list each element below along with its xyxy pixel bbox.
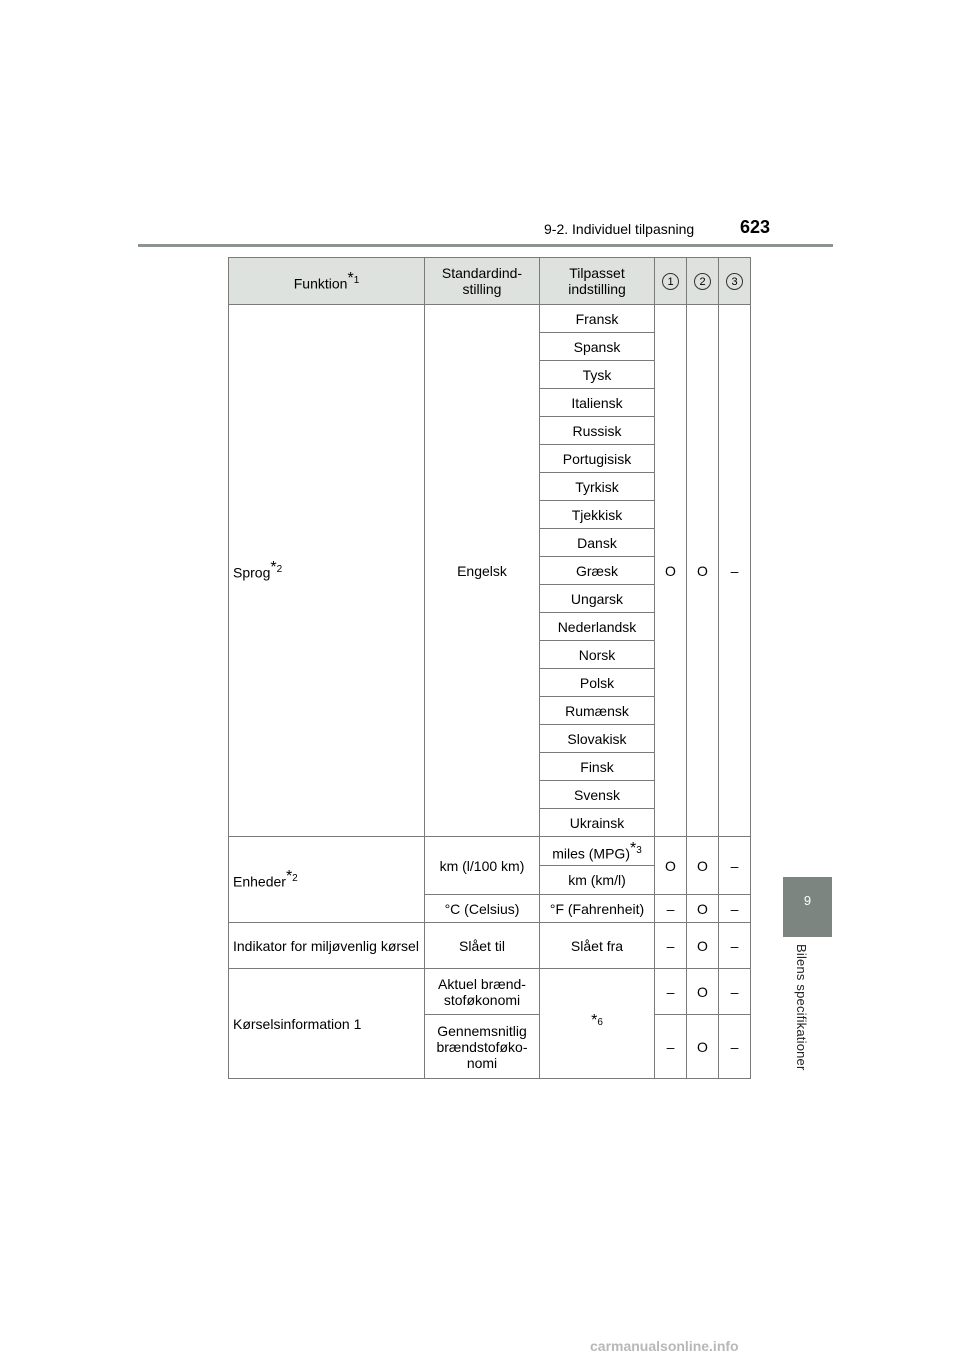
drive-info-average-col-1: – bbox=[655, 1015, 687, 1079]
drive-info-current-col-1: – bbox=[655, 969, 687, 1015]
language-row bbox=[229, 305, 751, 333]
circled-1-icon: 1 bbox=[662, 273, 679, 290]
eco-col-3: – bbox=[719, 923, 751, 969]
language-option: Russisk bbox=[540, 417, 655, 445]
chapter-label: Bilens specifikationer bbox=[794, 944, 809, 1071]
chapter-number: 9 bbox=[803, 893, 812, 908]
eco-col-1: – bbox=[655, 923, 687, 969]
language-option: Spansk bbox=[540, 333, 655, 361]
drive-info-current-col-2: O bbox=[687, 969, 719, 1015]
table-header-row bbox=[229, 258, 751, 305]
drive-info-note: *6 bbox=[540, 969, 655, 1079]
drive-info-row-current bbox=[229, 969, 751, 1015]
circled-2-icon: 2 bbox=[694, 273, 711, 290]
drive-info-average-col-3: – bbox=[719, 1015, 751, 1079]
language-option: Fransk bbox=[540, 305, 655, 333]
header-custom: Tilpasset indstilling bbox=[540, 258, 655, 305]
language-option: Nederlandsk bbox=[540, 613, 655, 641]
language-option: Ukrainsk bbox=[540, 809, 655, 837]
eco-indicator-row bbox=[229, 923, 751, 969]
page-number: 623 bbox=[740, 217, 771, 237]
language-col-2: O bbox=[687, 305, 719, 837]
drive-info-current-col-3: – bbox=[719, 969, 751, 1015]
header-col-1 bbox=[655, 258, 687, 305]
customization-table bbox=[228, 257, 751, 1079]
language-default: Engelsk bbox=[425, 305, 540, 837]
units-function: Enheder$^{*2}$ bbox=[229, 837, 425, 923]
header-default: Standardind- stilling bbox=[425, 258, 540, 305]
section-title: 9-2. Individuel tilpasning bbox=[544, 221, 695, 237]
language-option: Tjekkisk bbox=[540, 501, 655, 529]
drive-info-function: Kørselsinformation 1 bbox=[229, 969, 425, 1079]
units-option-miles: miles (MPG)$^{*3}$ bbox=[540, 837, 655, 866]
language-option: Italiensk bbox=[540, 389, 655, 417]
language-col-3: – bbox=[719, 305, 751, 837]
units-distance-col-1: O bbox=[655, 837, 687, 895]
eco-option: Slået fra bbox=[540, 923, 655, 969]
language-option: Finsk bbox=[540, 753, 655, 781]
language-option: Svensk bbox=[540, 781, 655, 809]
units-option-kmkm: km (km/l) bbox=[540, 866, 655, 895]
language-option: Tyrkisk bbox=[540, 473, 655, 501]
units-temp-col-3: – bbox=[719, 895, 751, 923]
header-function: Funktion$^{*1}$ bbox=[229, 258, 425, 305]
watermark: carmanualsonline.info bbox=[590, 1338, 739, 1354]
drive-info-item-current: Aktuel brænd- stoføkonomi bbox=[425, 969, 540, 1015]
language-option: Tysk bbox=[540, 361, 655, 389]
drive-info-average-col-2: O bbox=[687, 1015, 719, 1079]
language-option: Græsk bbox=[540, 557, 655, 585]
language-option: Rumænsk bbox=[540, 697, 655, 725]
eco-function: Indikator for miljøvenlig kørsel bbox=[229, 923, 425, 969]
units-temp-col-2: O bbox=[687, 895, 719, 923]
drive-info-item-average: Gennemsnitlig brændstoføko- nomi bbox=[425, 1015, 540, 1079]
language-option: Ungarsk bbox=[540, 585, 655, 613]
language-option: Slovakisk bbox=[540, 725, 655, 753]
language-option: Dansk bbox=[540, 529, 655, 557]
language-option: Portugisisk bbox=[540, 445, 655, 473]
units-temp-default: °C (Celsius) bbox=[425, 895, 540, 923]
language-option: Polsk bbox=[540, 669, 655, 697]
units-distance-default: km (l/100 km) bbox=[425, 837, 540, 895]
header-col-2 bbox=[687, 258, 719, 305]
language-function: Sprog$^{*2}$ bbox=[229, 305, 425, 837]
language-col-1: O bbox=[655, 305, 687, 837]
units-distance-col-2: O bbox=[687, 837, 719, 895]
units-temp-option: °F (Fahrenheit) bbox=[540, 895, 655, 923]
eco-col-2: O bbox=[687, 923, 719, 969]
circled-3-icon: 3 bbox=[726, 273, 743, 290]
header-rule bbox=[138, 244, 833, 247]
eco-default: Slået til bbox=[425, 923, 540, 969]
units-distance-col-3: – bbox=[719, 837, 751, 895]
header-col-3 bbox=[719, 258, 751, 305]
language-option: Norsk bbox=[540, 641, 655, 669]
units-temp-col-1: – bbox=[655, 895, 687, 923]
units-row-distance bbox=[229, 837, 751, 866]
